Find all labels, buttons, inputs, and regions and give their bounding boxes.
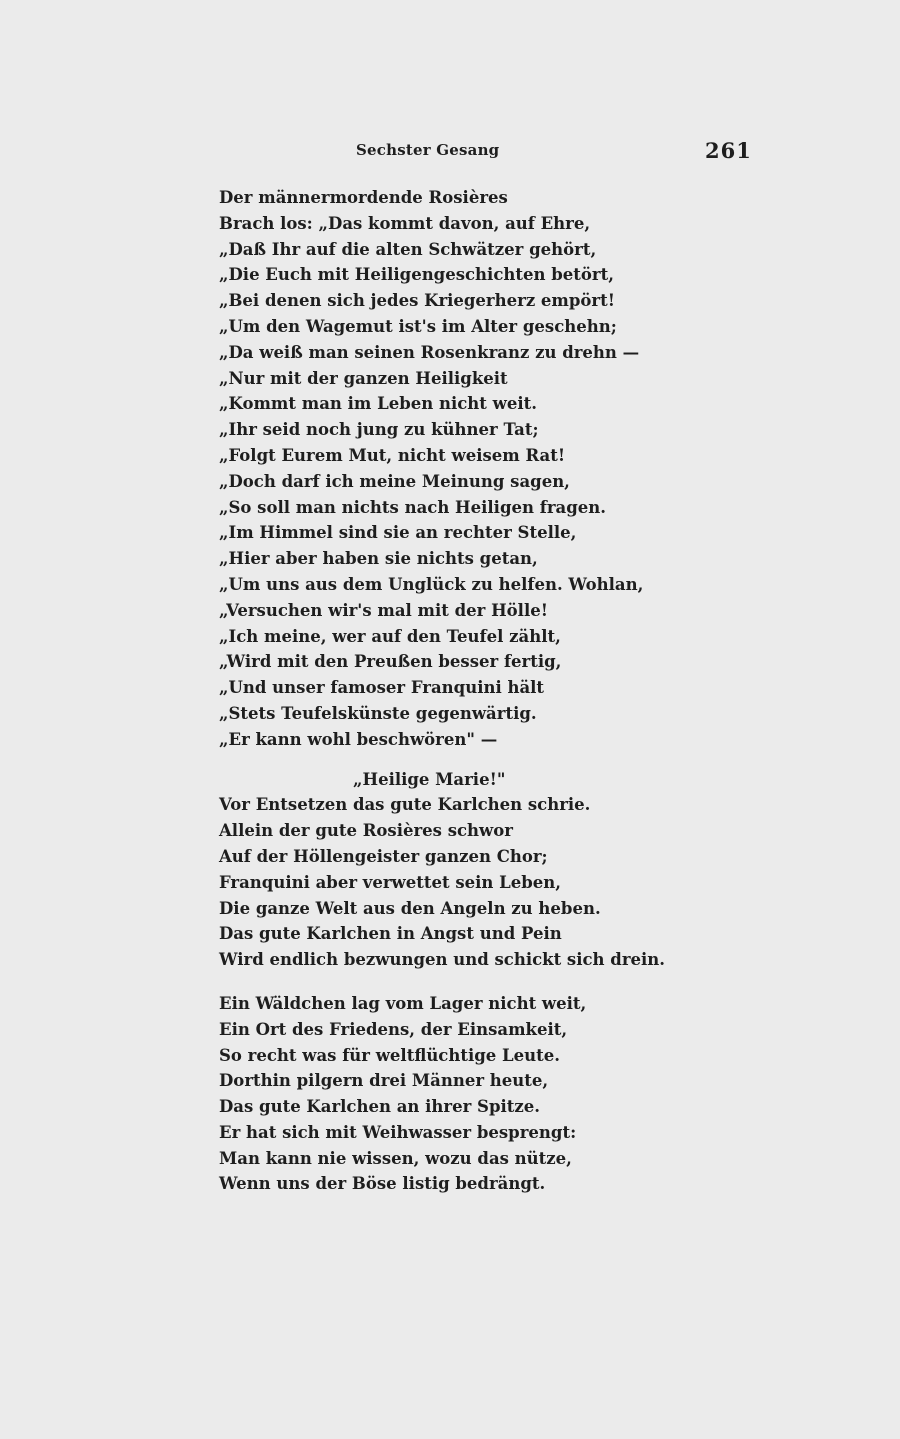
verse-line: „Versuchen wir's mal mit der Hölle! [219,600,548,620]
stanza-1 [219,185,689,753]
verse-line: Allein der gute Rosières schwor [219,821,513,841]
verse-line: Dorthin pilgern drei Männer heute, [219,1071,549,1091]
verse-line: „Die Euch mit Heiligengeschichten betört, [219,265,614,285]
poem-text [219,185,689,1197]
verse-line: „Hier aber haben sie nichts getan, [219,549,538,569]
verse-line: Man kann nie wissen, wozu das nütze, [219,1148,572,1168]
verse-line: Das gute Karlchen in Angst und Pein [219,924,562,944]
verse-line: „Und unser famoser Franquini hält [219,678,545,698]
verse-line: Franquini aber verwettet sein Leben, [219,872,562,892]
running-head: Sechster Gesang [356,141,500,159]
verse-line: Wenn uns der Böse listig bedrängt. [219,1174,546,1194]
verse-line: „Er kann wohl beschwören" — [219,729,498,749]
verse-line: Er hat sich mit Weihwasser besprengt: [219,1122,577,1142]
verse-line: „Ihr seid noch jung zu kühner Tat; [219,420,539,440]
verse-line: Ein Ort des Friedens, der Einsamkeit, [219,1019,568,1039]
page-number: 261 [705,138,752,163]
exclamation-line: „Heilige Marie!" [353,769,506,789]
verse-line: „Kommt man im Leben nicht weit. [219,394,538,414]
verse-line: Wird endlich bezwungen und schickt sich drein. [219,950,666,970]
verse-line: „Da weiß man seinen Rosenkranz zu drehn — [219,342,640,362]
verse-line: „So soll man nichts nach Heiligen fragen. [219,497,606,517]
verse-line: Brach los: „Das kommt davon, auf Ehre, [219,213,591,233]
verse-line: „Stets Teufelskünste gegenwärtig. [219,703,537,723]
verse-line: „Daß Ihr auf die alten Schwätzer gehört, [219,239,597,259]
verse-line: So recht was für weltflüchtige Leute. [219,1045,560,1065]
verse-line: Das gute Karlchen an ihrer Spitze. [219,1097,540,1117]
stanza-gap [219,753,689,767]
verse-line: „Um uns aus dem Unglück zu helfen. Wohlan, [219,574,644,594]
stanza-2 [219,767,689,973]
verse-line: „Ich meine, wer auf den Teufel zählt, [219,626,561,646]
verse-line: Ein Wäldchen lag vom Lager nicht weit, [219,993,587,1013]
verse-line: „Im Himmel sind sie an rechter Stelle, [219,523,577,543]
verse-line: „Wird mit den Preußen besser fertig, [219,652,562,672]
verse-line: „Bei denen sich jedes Kriegerherz empört! [219,291,615,311]
verse-line: „Folgt Eurem Mut, nicht weisem Rat! [219,445,566,465]
stanza-3 [219,991,689,1197]
verse-line: „Um den Wagemut ist's im Alter geschehn; [219,316,617,336]
verse-line: „Nur mit der ganzen Heiligkeit [219,368,508,388]
verse-line: Vor Entsetzen das gute Karlchen schrie. [219,795,591,815]
stanza-gap [219,973,689,991]
verse-line: Auf der Höllengeister ganzen Chor; [219,846,548,866]
verse-line: Die ganze Welt aus den Angeln zu heben. [219,898,601,918]
verse-line: „Doch darf ich meine Meinung sagen, [219,471,570,491]
verse-line: Der männermordende Rosières [219,188,508,207]
